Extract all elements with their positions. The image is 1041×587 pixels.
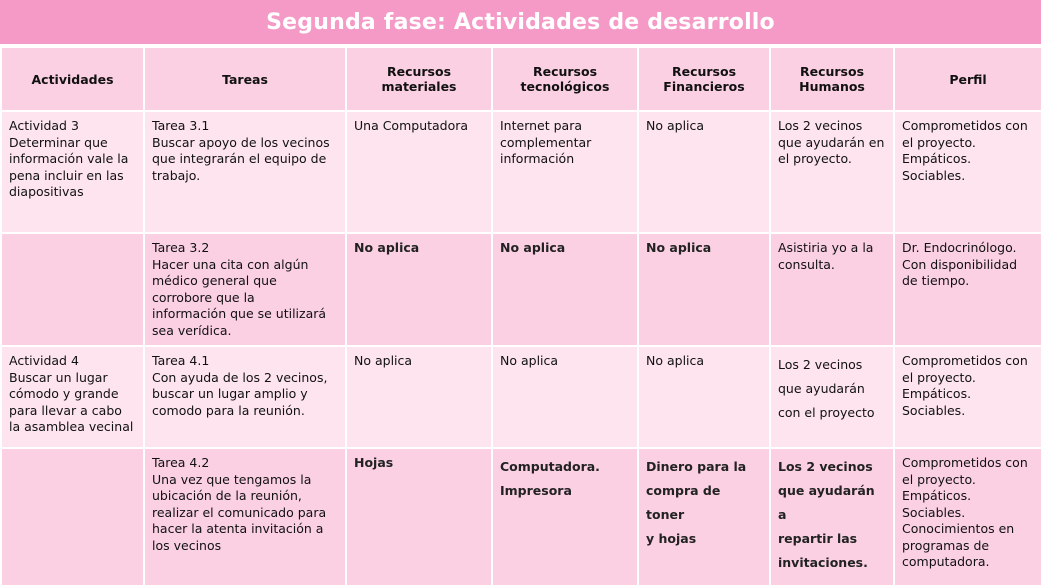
header-row: [1, 47, 1041, 111]
cell-humanos: Los 2 vecinos que ayudarán en el proyecto.: [770, 111, 894, 233]
header-recursos-financieros: Recursos Financieros: [638, 47, 770, 111]
cell-actividad: [1, 233, 144, 346]
cell-tecnologicos: No aplica: [492, 233, 638, 346]
header-perfil: Perfil: [894, 47, 1041, 111]
cell-humanos: Los 2 vecinos que ayudarán a repartir las invitaciones.: [770, 448, 894, 586]
cell-tarea: Tarea 4.2 Una vez que tengamos la ubicación de la reunión, realizar el comunicado para hacer la atenta invitación a los vecinos: [144, 448, 346, 586]
cell-tarea: Tarea 4.1 Con ayuda de los 2 vecinos, buscar un lugar amplio y comodo para la reunión.: [144, 346, 346, 448]
title-bar: [0, 0, 1041, 46]
cell-actividad: Actividad 3 Determinar que información vale la pena incluir en las diapositivas: [1, 111, 144, 233]
cell-perfil: Comprometidos con el proyecto. Empáticos. Sociables.: [894, 111, 1041, 233]
table-row: [1, 448, 1041, 586]
table-row: [1, 346, 1041, 448]
header-recursos-humanos: Recursos Humanos: [770, 47, 894, 111]
cell-humanos: Los 2 vecinos que ayudarán con el proyecto: [770, 346, 894, 448]
header-recursos-tecnologicos: Recursos tecnológicos: [492, 47, 638, 111]
header-tareas: Tareas: [144, 47, 346, 111]
header-actividades: Actividades: [1, 47, 144, 111]
table-row: [1, 233, 1041, 346]
activities-table: [0, 46, 1041, 587]
cell-actividad: Actividad 4 Buscar un lugar cómodo y grande para llevar a cabo la asamblea vecinal: [1, 346, 144, 448]
cell-financieros: No aplica: [638, 233, 770, 346]
table-row: [1, 111, 1041, 233]
cell-materiales: No aplica: [346, 233, 492, 346]
cell-financieros: Dinero para la compra de toner y hojas: [638, 448, 770, 586]
slide-title: Segunda fase: Actividades de desarrollo: [266, 9, 775, 35]
cell-tecnologicos: No aplica: [492, 346, 638, 448]
cell-tarea: Tarea 3.2 Hacer una cita con algún médico general que corrobore que la información que se utilizará sea verídica.: [144, 233, 346, 346]
cell-materiales: Una Computadora: [346, 111, 492, 233]
cell-humanos: Asistiria yo a la consulta.: [770, 233, 894, 346]
cell-tecnologicos: Internet para complementar información: [492, 111, 638, 233]
cell-tarea: Tarea 3.1 Buscar apoyo de los vecinos que integrarán el equipo de trabajo.: [144, 111, 346, 233]
cell-financieros: No aplica: [638, 346, 770, 448]
cell-perfil: Comprometidos con el proyecto. Empáticos. Sociables.: [894, 346, 1041, 448]
cell-materiales: Hojas: [346, 448, 492, 586]
cell-actividad: [1, 448, 144, 586]
cell-perfil: Dr. Endocrinólogo. Con disponibilidad de tiempo.: [894, 233, 1041, 346]
cell-tecnologicos: Computadora. Impresora: [492, 448, 638, 586]
cell-materiales: No aplica: [346, 346, 492, 448]
cell-perfil: Comprometidos con el proyecto. Empáticos. Sociables. Conocimientos en programas de computadora.: [894, 448, 1041, 586]
cell-financieros: No aplica: [638, 111, 770, 233]
header-recursos-materiales: Recursos materiales: [346, 47, 492, 111]
